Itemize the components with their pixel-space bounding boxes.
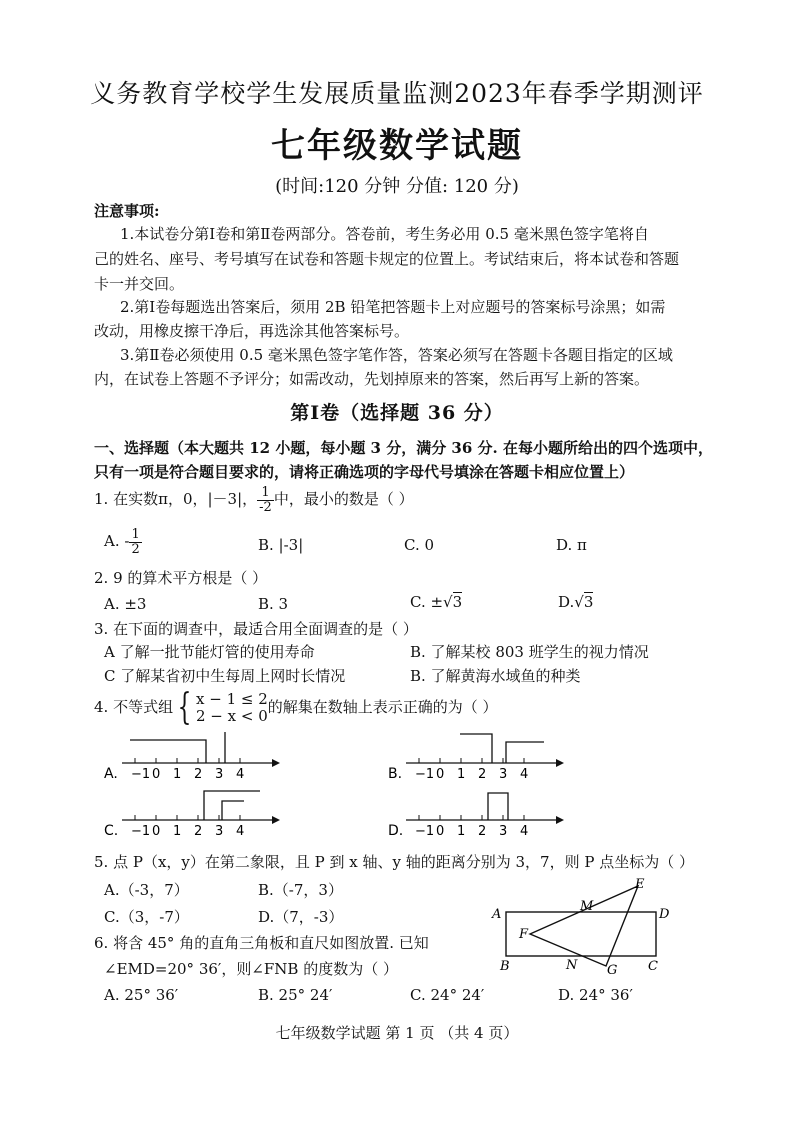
tick-label: 3 bbox=[499, 824, 508, 839]
q4-option-d-number-line bbox=[384, 785, 564, 841]
q4-inequality-2: 2 − x < 0 bbox=[196, 707, 268, 725]
note-2-line-1: 2.第Ⅰ卷每题选出答案后，须用 2B 铅笔把答题卡上对应题号的答案标号涂黑；如需 bbox=[120, 298, 666, 316]
note-1-line-3: 卡一并交回。 bbox=[94, 275, 185, 293]
q2-option-c-radicand: 3 bbox=[452, 593, 463, 611]
tick-label: 4 bbox=[236, 767, 245, 782]
sqrt-symbol-icon: √ bbox=[443, 593, 453, 611]
tick-label: 4 bbox=[520, 824, 529, 839]
q4-option-c-number-line bbox=[100, 785, 280, 841]
note-3-line-2: 内，在试卷上答题不予评分；如需改动，先划掉原来的答案，然后再写上新的答案。 bbox=[94, 370, 650, 388]
q2-option-d-radicand: 3 bbox=[583, 593, 594, 611]
q4-option-label: A. bbox=[104, 766, 118, 782]
solution-ray-right bbox=[506, 742, 544, 763]
tick-label: −1 bbox=[131, 824, 151, 839]
q6-option-b: B. 25° 24′ bbox=[258, 986, 333, 1004]
q1-option-a-sign: - bbox=[124, 532, 130, 550]
tick-label: 1 bbox=[173, 824, 182, 839]
q1-option-a-fraction bbox=[129, 528, 141, 557]
left-brace-icon: { bbox=[177, 687, 192, 728]
q5-option-c: C.（3，-7） bbox=[104, 908, 189, 926]
tick-label: −1 bbox=[131, 767, 151, 782]
question-6-stem-line-2: ∠EMD=20° 36′，则∠FNB 的度数为（ ） bbox=[104, 960, 398, 978]
figure-label-g: G bbox=[607, 963, 618, 978]
question-1-stem bbox=[94, 484, 414, 515]
q5-option-b: B.（-7，3） bbox=[258, 881, 343, 899]
q2-option-d bbox=[558, 590, 593, 615]
tick-label: −1 bbox=[415, 767, 435, 782]
figure-label-b: B bbox=[500, 959, 510, 974]
q5-option-a: A.（-3，7） bbox=[104, 881, 189, 899]
sqrt-symbol-icon: √ bbox=[574, 593, 584, 611]
q4-inequality-1: x − 1 ≤ 2 bbox=[196, 690, 268, 708]
note-1-line-2: 己的姓名、座号、考号填写在试卷和答题卡规定的位置上。考试结束后，将本试卷和答题 bbox=[94, 250, 680, 268]
q2-option-c-label: C. ± bbox=[410, 593, 444, 611]
tick-label: 3 bbox=[215, 824, 224, 839]
section-intro-line-1: 一、选择题（本大题共 12 小题，每小题 3 分，满分 36 分. 在每小题所给出的四个选项中， bbox=[94, 439, 713, 457]
q1-option-b: B. |-3| bbox=[258, 536, 304, 554]
q6-ruler-triangle-figure bbox=[488, 876, 678, 978]
q4-option-label: B. bbox=[388, 766, 403, 782]
q5-option-d: D.（7，-3） bbox=[258, 908, 344, 926]
figure-label-n: N bbox=[566, 958, 578, 973]
page-footer: 七年级数学试题 第 1 页 （共 4 页） bbox=[275, 1024, 519, 1042]
q1-option-a-label: A. bbox=[104, 532, 120, 550]
exam-title: 七年级数学试题 bbox=[271, 126, 523, 166]
question-5-stem: 5. 点 P（x，y）在第二象限，且 P 到 x 轴、y 轴的距离分别为 3，7，则 P 点坐标为（ ） bbox=[94, 853, 694, 871]
exam-series-header: 义务教育学校学生发展质量监测2023年春季学期测评 bbox=[90, 79, 704, 108]
q4-stem-part-a: 4. 不等式组 bbox=[94, 698, 174, 716]
tick-label: 1 bbox=[457, 767, 466, 782]
tick-label: 0 bbox=[152, 824, 161, 839]
figure-label-m: M bbox=[580, 899, 594, 914]
axis-arrow-icon bbox=[556, 816, 564, 824]
solution-ray-inner bbox=[222, 801, 244, 820]
tick-label: 1 bbox=[173, 767, 182, 782]
q2-option-d-label: D. bbox=[558, 593, 575, 611]
tick-label: 0 bbox=[152, 767, 161, 782]
figure-label-a: A bbox=[492, 907, 502, 922]
q1-option-a bbox=[104, 526, 142, 557]
q1-stem-part-a: 1. 在实数π，0，|－3|， bbox=[94, 490, 258, 508]
q4-stem-part-b: 的解集在数轴上表示正确的为（ ） bbox=[267, 698, 498, 716]
tick-marks bbox=[135, 815, 240, 820]
figure-label-e: E bbox=[635, 877, 645, 892]
axis-arrow-icon bbox=[272, 816, 280, 824]
section-title: 第Ⅰ卷（选择题 36 分） bbox=[290, 402, 504, 424]
question-4-stem bbox=[94, 688, 498, 726]
q1-fraction-numerator: 1 bbox=[257, 486, 274, 501]
solution-ray-left bbox=[130, 740, 206, 763]
question-2-stem: 2. 9 的算术平方根是（ ） bbox=[94, 569, 268, 587]
figure-label-f: F bbox=[519, 927, 529, 942]
q2-option-b: B. 3 bbox=[258, 595, 289, 613]
q3-option-b: B. 了解某校 803 班学生的视力情况 bbox=[410, 643, 649, 661]
q4-option-b-number-line bbox=[384, 728, 564, 784]
tick-label: −1 bbox=[415, 824, 435, 839]
q3-option-c: C 了解某省初中生每周上网时长情况 bbox=[104, 667, 346, 685]
q1-stem-fraction bbox=[257, 486, 274, 515]
q1-option-a-denominator: 2 bbox=[131, 541, 140, 557]
question-3-stem: 3. 在下面的调查中，最适合用全面调查的是（ ） bbox=[94, 620, 418, 638]
tick-label: 3 bbox=[215, 767, 224, 782]
note-1-line-1: 1.本试卷分第Ⅰ卷和第Ⅱ卷两部分。答卷前，考生务必用 0.5 毫米黑色签字笔将自 bbox=[120, 225, 649, 243]
q4-option-label: D. bbox=[388, 823, 404, 839]
tick-label: 1 bbox=[457, 824, 466, 839]
set-square-triangle bbox=[530, 886, 638, 966]
tick-marks bbox=[419, 758, 524, 763]
figure-label-c: C bbox=[648, 959, 658, 974]
tick-label: 2 bbox=[478, 824, 487, 839]
note-2-line-2: 改动，用橡皮擦干净后，再选涂其他答案标号。 bbox=[94, 322, 410, 340]
q1-stem-part-b: 中，最小的数是（ ） bbox=[273, 490, 414, 508]
q4-inequality-system bbox=[196, 691, 268, 725]
q2-option-a: A. ±3 bbox=[104, 595, 147, 613]
axis-arrow-icon bbox=[556, 759, 564, 767]
tick-label: 2 bbox=[194, 767, 203, 782]
q4-option-a-number-line bbox=[100, 728, 280, 784]
tick-label: 0 bbox=[436, 824, 445, 839]
q1-option-a-numerator: 1 bbox=[131, 526, 140, 542]
tick-label: 2 bbox=[194, 824, 203, 839]
q3-option-d: B. 了解黄海水域鱼的种类 bbox=[410, 667, 581, 685]
notes-heading: 注意事项: bbox=[94, 202, 160, 220]
section-intro-line-2: 只有一项是符合题目要求的，请将正确选项的字母代号填涂在答题卡相应位置上） bbox=[94, 463, 635, 481]
q6-option-d: D. 24° 36′ bbox=[558, 986, 633, 1004]
tick-label: 2 bbox=[478, 767, 487, 782]
axis-arrow-icon bbox=[272, 759, 280, 767]
time-score-info: (时间:120 分钟 分值: 120 分) bbox=[275, 176, 519, 197]
question-6-stem-line-1: 6. 将含 45° 角的直角三角板和直尺如图放置. 已知 bbox=[94, 934, 429, 952]
solution-ray-right bbox=[204, 791, 260, 820]
q6-option-a: A. 25° 36′ bbox=[104, 986, 179, 1004]
q1-option-c: C. 0 bbox=[404, 536, 435, 554]
q6-option-c: C. 24° 24′ bbox=[410, 986, 485, 1004]
tick-label: 3 bbox=[499, 767, 508, 782]
q4-option-label: C. bbox=[104, 823, 119, 839]
solution-ray-left bbox=[460, 734, 492, 763]
q1-option-d: D. π bbox=[556, 536, 587, 554]
q3-option-a: A 了解一批节能灯管的使用寿命 bbox=[104, 643, 315, 661]
tick-label: 4 bbox=[236, 824, 245, 839]
solution-segment bbox=[488, 793, 508, 820]
q2-option-c bbox=[410, 590, 462, 615]
tick-label: 0 bbox=[436, 767, 445, 782]
q1-fraction-denominator: -2 bbox=[259, 499, 272, 515]
tick-label: 4 bbox=[520, 767, 529, 782]
tick-marks bbox=[135, 758, 240, 763]
figure-label-d: D bbox=[659, 907, 670, 922]
note-3-line-1: 3.第Ⅱ卷必须使用 0.5 毫米黑色签字笔作答，答案必须写在答题卡各题目指定的区域 bbox=[120, 346, 673, 364]
